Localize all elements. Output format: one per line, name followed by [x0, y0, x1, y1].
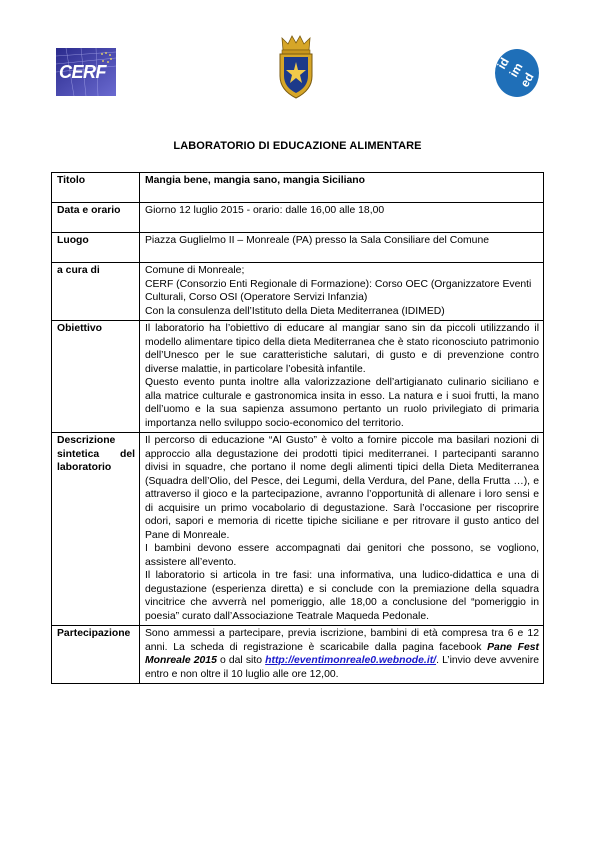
- row-label-cura: a cura di: [52, 263, 140, 321]
- cerf-logo-text: CERF: [59, 62, 106, 82]
- website-link[interactable]: http://eventimonreale0.webnode.it/: [265, 655, 437, 666]
- partecipazione-text-a: Sono ammessi a partecipare, previa iscrizione, bambini di età compresa tra 6 e 12 anni. La scheda di registrazione è scaricabile dalla pagina facebook: [145, 628, 539, 653]
- crest-logo: [274, 34, 318, 100]
- row-value-obiettivo: [140, 321, 544, 433]
- obiettivo-paragraph-2: Questo evento punta inoltre alla valorizzazione dell’artigianato culinario siciliano e alla matrice culturale e gastronomica insita in esso. La natura e i suoi frutti, la mano dell’uomo e la sua sapienza assumono pertanto un ruolo privilegiato di primaria importanza nello sviluppo socio-economico del territorio.: [145, 377, 539, 429]
- descrizione-paragraph-2: I bambini devono essere accompagnati dai genitori che possono, se vogliono, assistere all’evento.: [145, 543, 539, 568]
- table-row: [52, 263, 544, 321]
- row-value-cura: [140, 263, 544, 321]
- row-value-partecipazione: [140, 626, 544, 684]
- row-value-descrizione: [140, 433, 544, 626]
- partecipazione-text-c: . L’invio deve avvenire entro e non oltre il 10 luglio alle ore 12,00.: [145, 655, 539, 680]
- table-row: [52, 203, 544, 233]
- table-row: [52, 626, 544, 684]
- partecipazione-text-b: o dal sito: [216, 655, 266, 666]
- descrizione-paragraph-3: Il laboratorio si articola in tre fasi: una informativa, una ludico-didattica e una di degustazione (esperienza diretta) e si conclude con la premiazione della squadra vincitrice che avverrà nel pomeriggio, alle 18,00 a conclusione del “pomeriggio in poesia” curato dall’Associazione Teatrale Maqueda Pedonale.: [145, 570, 539, 622]
- cura-line-3: Con la consulenza dell’Istituto della Dieta Mediterranea (IDIMED): [145, 305, 445, 317]
- row-label-partecipazione: Partecipazione: [52, 626, 140, 684]
- svg-text:id: id: [494, 55, 512, 72]
- descrizione-paragraph-1: Il percorso di educazione “Al Gusto” è volto a fornire piccole ma basilari nozioni di approccio alla degustazione dei prodotti tipici mediterranei. I partecipanti saranno divisi in squadre, che portano il nome degli alimenti tipici della Dieta Mediterranea (Squadra dell’Olio, del Pesce, dei Legumi, della Verdura, del Pane, della Frutta …), e attraverso il gioco e la partecipazione, avranno l’opportunità di allenare i loro sensi e di acquisire un primo vocabolario di degustazione. Sarà l’occasione per riscoprire odori, sapori e memoria di ricette tipiche siciliane e per ritrovare il gusto antico del Pane di Monreale.: [145, 435, 539, 541]
- row-label-luogo: Luogo: [52, 233, 140, 263]
- row-label-titolo: Titolo: [52, 173, 140, 203]
- row-value-luogo: Piazza Guglielmo II – Monreale (PA) presso la Sala Consiliare del Comune: [140, 233, 544, 263]
- facebook-page-name: Pane Fest Monreale 2015: [145, 641, 540, 666]
- info-table: [51, 172, 544, 684]
- document-title: LABORATORIO DI EDUCAZIONE ALIMENTARE: [173, 140, 422, 152]
- svg-text:im: im: [506, 60, 526, 80]
- obiettivo-paragraph-1: Il laboratorio ha l’obiettivo di educare al mangiar sano sin da piccoli utilizzando il modello alimentare tipico della dieta Mediterranea che è stato riconosciuto patrimonio dell’Unesco per le sue caratteristiche salutari, di gusto e di prevenzione contro diverse malattie, in particolare l’obesità infantile.: [145, 323, 539, 375]
- table-row: [52, 173, 544, 203]
- row-value-titolo: Mangia bene, mangia sano, mangia Siciliano: [140, 173, 544, 203]
- row-value-data: Giorno 12 luglio 2015 - orario: dalle 16,00 alle 18,00: [140, 203, 544, 233]
- cura-line-2: CERF (Consorzio Enti Regionale di Formazione): Corso OEC (Organizzatore Eventi Culturali, Corso OSI (Operatore Servizi Infanzia): [145, 278, 532, 303]
- table-row: [52, 233, 544, 263]
- table-row: [52, 321, 544, 433]
- svg-text:ed: ed: [517, 70, 537, 90]
- row-label-descrizione: Descrizione sintetica del laboratorio: [52, 433, 140, 626]
- row-label-data: Data e orario: [52, 203, 140, 233]
- table-row: [52, 433, 544, 626]
- row-label-obiettivo: Obiettivo: [52, 321, 140, 433]
- cerf-logo: [56, 48, 116, 96]
- idimed-logo: [494, 48, 540, 98]
- cura-line-1: Comune di Monreale;: [145, 265, 245, 276]
